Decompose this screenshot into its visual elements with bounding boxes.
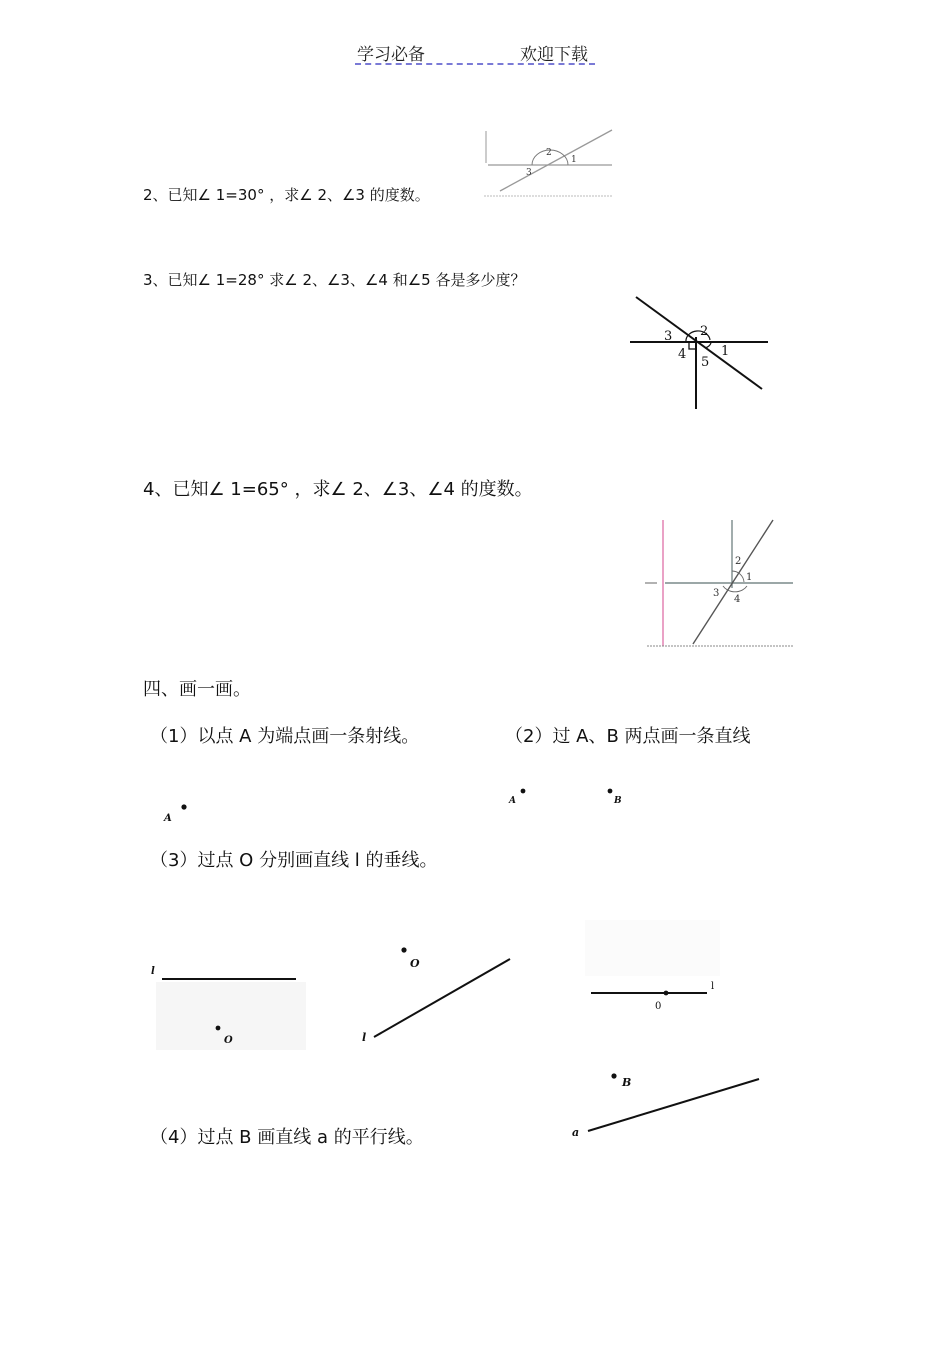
task-2: （2）过 A、B 两点画一条直线 (505, 726, 751, 747)
angle-4-label: 4 (734, 594, 741, 605)
point-b-label: B (614, 796, 622, 806)
task-1-point-a (160, 800, 200, 825)
figure-question-3 (628, 293, 773, 411)
point-a-label: A (509, 796, 516, 806)
angle-1-label: 1 (721, 344, 730, 359)
point-a-label: A (164, 813, 172, 824)
point-o-label: O (410, 957, 420, 970)
task-1: （1）以点 A 为端点画一条射线。 (150, 726, 420, 747)
angle-4-label: 4 (678, 347, 687, 362)
header-right: 欢迎下载 (520, 45, 588, 65)
line-l-label: l (151, 966, 155, 977)
question-4: 4、已知∠ 1=65° ，求∠ 2、∠3、∠4 的度数。 (143, 479, 533, 500)
point-o-label: O (224, 1035, 233, 1046)
question-2: 2、已知∠ 1=30° ，求∠ 2、∠3 的度数。 (143, 186, 430, 204)
angle-1-label: 1 (746, 572, 753, 583)
angle-2-label: 2 (735, 556, 742, 567)
figure-question-2 (480, 125, 615, 205)
angle-5-label: 5 (701, 355, 710, 370)
angle-2-label: 2 (700, 324, 709, 339)
header-left: 学习必备 (357, 45, 425, 65)
section-4-title: 四、画一画。 (143, 679, 251, 700)
angle-3-label: 3 (713, 588, 720, 599)
task-4-figure (568, 1068, 763, 1140)
task-3: （3）过点 O 分别画直线 l 的垂线。 (150, 850, 438, 871)
angle-2-label: 2 (546, 148, 552, 158)
line-l-label: l (711, 981, 715, 992)
line-l-label: l (362, 1031, 367, 1044)
question-3: 3、已知∠ 1=28° 求∠ 2、∠3、∠4 和∠5 各是多少度？ (143, 271, 526, 289)
task-4: （4）过点 B 画直线 a 的平行线。 (150, 1127, 424, 1148)
angle-1-label: 1 (571, 155, 577, 165)
task-3-figure-1 (148, 958, 308, 1053)
point-b-label: B (622, 1076, 632, 1089)
point-o-label: 0 (655, 1001, 662, 1012)
task-3-figure-3 (585, 920, 725, 1015)
angle-3-label: 3 (664, 329, 673, 344)
line-a-label: a (572, 1126, 580, 1139)
task-2-points (505, 785, 630, 810)
angle-3-label: 3 (526, 168, 532, 178)
header-underline (355, 63, 595, 65)
figure-question-4 (643, 516, 795, 650)
task-3-figure-2 (358, 942, 518, 1047)
